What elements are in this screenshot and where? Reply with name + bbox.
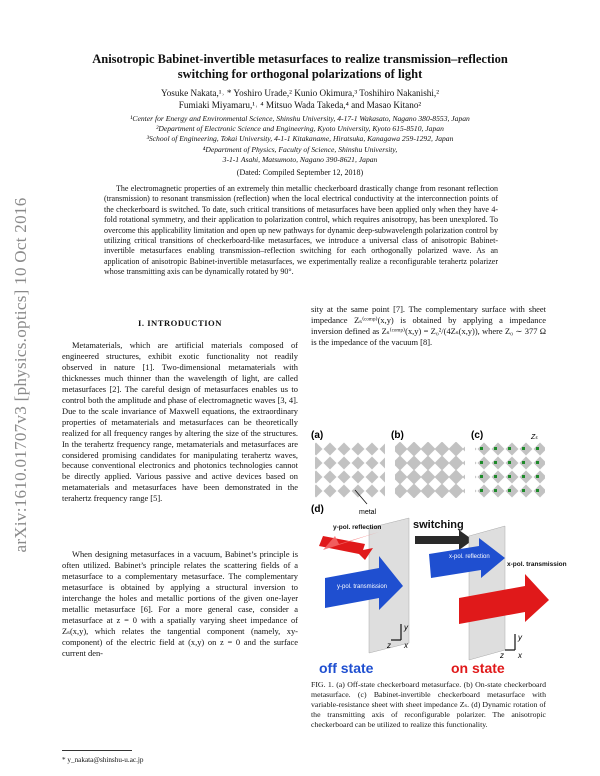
- axis-x-off: x: [404, 641, 408, 650]
- arxiv-stamp: arXiv:1610.01707v3 [physics.optics] 10 Oct 2016: [11, 197, 30, 553]
- panel-a-label: (a): [311, 430, 324, 441]
- off-state-label: off state: [319, 660, 374, 676]
- axes-on: [505, 634, 515, 650]
- on-state-label: on state: [451, 660, 505, 676]
- figure-1: [309, 428, 567, 678]
- axis-y-off: y: [404, 623, 408, 632]
- date-line: (Dated: Compiled September 12, 2018): [236, 168, 364, 177]
- on-transmission-label: x-pol. transmission: [507, 561, 567, 568]
- intro-paragraph-2: When designing metasurfaces in a vacuum, Babinet’s principle is often utilized. Babinet’s principle relates the scattering fields of a metasurface to a complementary metasurface. The complementary metasurface is obtained by applying a structural inversion to interchange the holes and metallic portions of the given one-layer metallic metasurface [6]. For a more general case, consider a metasurface at z = 0 with a spatially varying sheet impedance of Zₛ(x,y), which relates the tangential component (namely, xy-component) of the electric field at (x,y) on z = 0 and the surface current den-: [62, 549, 298, 658]
- affiliation-4: ⁴Department of Physics, Faculty of Science, Shinshu University,: [202, 144, 398, 154]
- axis-z-off: z: [387, 641, 391, 650]
- affiliations: [60, 114, 540, 165]
- axis-z-on: z: [500, 651, 504, 660]
- panel-b-label: (b): [391, 430, 404, 441]
- off-transmission-label: y-pol. transmission: [337, 584, 388, 590]
- affiliation-1: ¹Center for Energy and Environmental Science, Shinshu University, 4-17-1 Wakasato, Nagano 380-8553, Japan: [130, 114, 470, 123]
- affiliation-3: ³School of Engineering, Tokai University, 4-1-1 Kitakaname, Hiratsuka, Kanagawa 259-1292, Japan: [146, 134, 454, 144]
- footnote-rule: [62, 750, 132, 751]
- intro-paragraph-1: Metamaterials, which are artificial materials composed of engineered structures, exhibit exotic functionality not readily observed in nature [1]. Two-dimensional metamaterials with thicknesses much thinner than the wavelength of light, are called metasurfaces [2]. The careful design of metasurfaces enables us to control both the amplitude and phase of electromagnetic waves [3, 4]. Due to the scale invariance of Maxwell equations, the extraordinary properties of metamaterials and metasurfaces can be theoretically realized for all frequency ranges by altering the size of the structures. In the terahertz frequency range, metamaterials and metasurfaces are considered promising candidates for manipulating terahertz waves, because conventional electronics and photonics technologies cannot be directly applied. Various passive and active devices based on metamaterials and metasurfaces have been demonstrated in the terahertz frequency range [5].: [62, 340, 298, 504]
- affiliation-2: ²Department of Electronic Science and Engineering, Kyoto University, Kyoto 615-8510, Japan: [156, 124, 444, 134]
- footnote: * y_nakata@shinshu-u.ac.jp: [62, 756, 144, 764]
- figure-1-caption: FIG. 1. (a) Off-state checkerboard metasurface. (b) On-state checkerboard metasurface. (c) Babinet-invertible checkerboard metasurface with variable-resistance sheet with sheet impedance Zₛ. (d) Dynamic rotation of the transmitting axis of reconfigurable polarizer. The anisotropic checkerboard can be utilized to realize this functionality.: [311, 680, 546, 729]
- on-reflection-label: x-pol. reflection: [449, 554, 490, 560]
- switching-arrow: [415, 530, 473, 550]
- paper-title: Anisotropic Babinet-invertible metasurfaces to realize transmission–reflection switching for orthogonal polarizations of light: [92, 52, 508, 81]
- checkerboard-off: [315, 442, 385, 498]
- axis-x-on: x: [518, 651, 522, 660]
- zs-label: Zₛ: [531, 434, 538, 441]
- metal-label: metal: [359, 509, 377, 516]
- panel-d-label: (d): [311, 504, 324, 515]
- intro-paragraph-right: sity at the same point [7]. The complementary surface with sheet impedance Zₛ⁽ᶜᵒᵐᵖ⁾(x,y) is obtained by applying a impedance inversion defined as Zₛ⁽ᶜᵒᵐᵖ⁾(x,y) = Z₀²/(4Zₛ(x,y)), where Z₀ ∼ 377 Ω is the impedance of the vacuum [8].: [311, 304, 546, 347]
- switching-label: switching: [413, 519, 464, 531]
- off-reflection-label: y-pol. reflection: [333, 524, 382, 531]
- section-heading-introduction: I. INTRODUCTION: [138, 318, 222, 328]
- author-list: Yosuke Nakata,¹˒ * Yoshiro Urade,² Kunio Okimura,³ Toshihiro Nakanishi,² Fumiaki Miyamaru,¹˒ ⁴ Mitsuo Wada Takeda,⁴ and Masao Kitano²: [161, 88, 439, 110]
- panel-c-label: (c): [471, 430, 484, 441]
- axis-y-on: y: [518, 633, 522, 642]
- checkerboard-on: [395, 442, 465, 498]
- affiliation-4-address: 3-1-1 Asahi, Matsumoto, Nagano 390-8621, Japan: [222, 154, 378, 164]
- abstract: The electromagnetic properties of an extremely thin metallic checkerboard drastically change from resonant reflection (transmission) to resonant transmission (reflection) when the local electrical conductivity at the interconnection points of the checkerboard is switched. To date, such critical transitions of metasurfaces have been applied only when they have 4-fold rotational symmetry, and their application to polarization control, which requires anisotropy, has been unexplored. To overcome this applicability limitation and open up new pathways for dynamic deep-subwavelength polarization control by utilizing critical transitions of checkerboard-like metasurfaces, we introduce a universal class of anisotropic Babinet-invertible metasurfaces enabling transmission–reflection switching for each orthogonally polarized wave. As an application of anisotropic Babinet-invertible metasurfaces, we experimentally realize a reconfigurable terahertz polarizer whose transmitting axis can be dynamically rotated by 90°.: [104, 184, 498, 277]
